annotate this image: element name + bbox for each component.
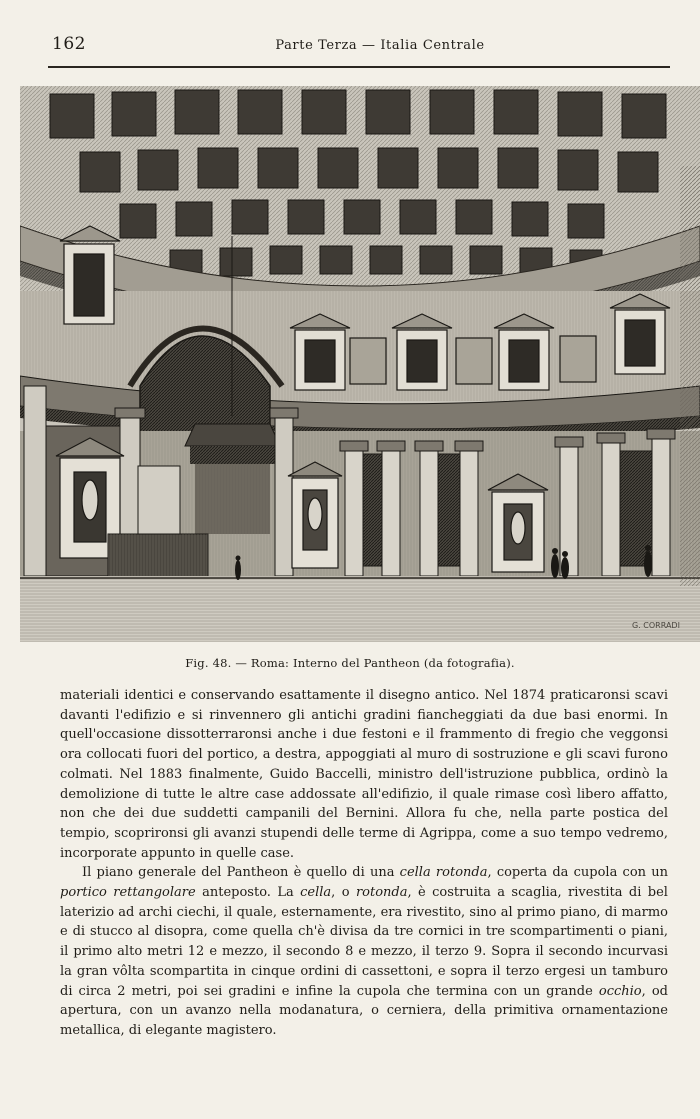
paragraph-1: materiali identici e conservando esattamente il disegno antico. Nel 1874 praticaronsi scavi davanti l'edifizio e si rinvennero gli antichi gradini fiancheggiati da due basi enormi. In quell'occasione dissotterraronsi anche i due festoni e il frammento di fregio che veggonsi ora collocati fuori del portico, a destra, appoggiati al muro di sostruzione e gli scavi furono colmati. Nel 1883 finalmente, Guido Baccelli, ministro dell'istruzione pubblica, ordinò la demolizione di tutte le altre case addossate all'edifizio, il quale rimase così libero affatto, non che dei due suddetti campanili del Bernini. Allora fu che, nella parte postica del tempio, scoprironsi gli avanzi stupendi delle terme di Agrippa, come a suo tempo vedremo, incorporate appunto in quelle case. xyxy=(60,688,668,861)
italic-run: cella rotonda xyxy=(399,865,488,881)
artist-signature: G. CORRADI xyxy=(632,621,680,630)
figure-caption: Fig. 48. — Roma: Interno del Pantheon (da fotografia). xyxy=(185,656,515,670)
italic-run: rotonda xyxy=(355,885,408,901)
text-run: anteposto. La xyxy=(195,885,301,901)
text-run: , o xyxy=(331,885,356,901)
running-title: Parte Terza — Italia Centrale xyxy=(275,38,485,53)
italic-run: portico rettangolare xyxy=(60,885,196,901)
page-number: 162 xyxy=(52,34,86,54)
paragraph-2 xyxy=(60,863,668,1040)
text-run: , è costruita a scaglia, rivestita di bel laterizio ad archi ciechi, il quale, esternamente, era rivestito, sino al primo piano, di marmo e di stucco al disopra, come quella ch'è divisa da tre cornici in tre scompartimenti o piani, il primo alto metri 12 e mezzo, il secondo 8 e mezzo, il terzo 9. Sopra il secondo incurvasi la gran vôlta scompartita in cinque ordini di cassettoni, e sopra il terzo ergesi un tamburo di circa 2 metri, poi sei gradini e infine la cupola che termina con un grande xyxy=(60,885,668,999)
text-run: Il piano generale del Pantheon è quello di una xyxy=(82,865,400,881)
text-run: , od apertura, con un avanzo nella modanatura, o cerniera, della primitiva ornamentazione metallica, di elegante magistero. xyxy=(60,983,668,1038)
pantheon-engraving xyxy=(20,86,700,642)
pantheon-interior-illustration xyxy=(20,86,700,642)
text-run: , coperta da cupola con un xyxy=(487,865,668,881)
page-header xyxy=(0,0,700,70)
body-text xyxy=(60,686,668,1041)
header-rule xyxy=(48,66,670,68)
italic-run: cella xyxy=(300,885,332,901)
italic-run: occhio xyxy=(598,983,642,999)
